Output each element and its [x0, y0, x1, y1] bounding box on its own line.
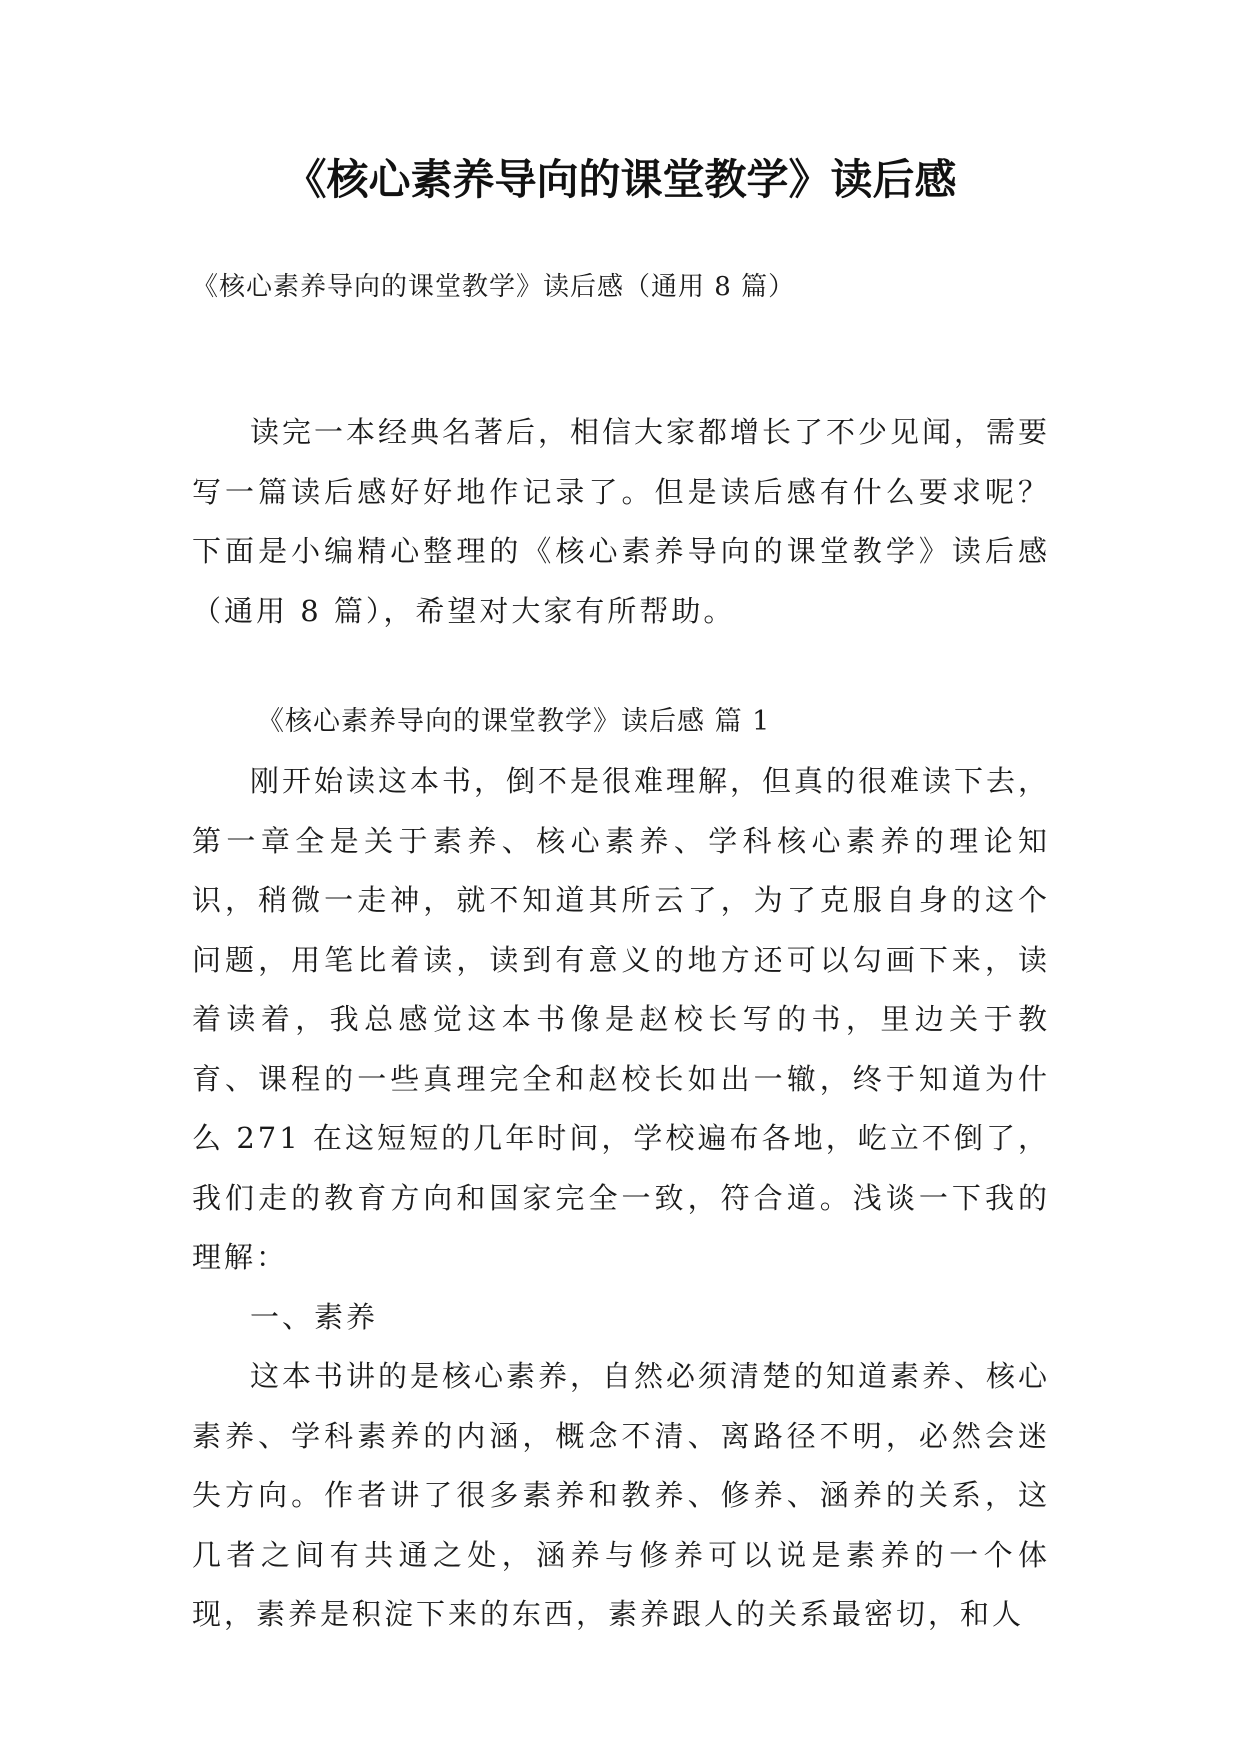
body-paragraph: 这本书讲的是核心素养，自然必须清楚的知道素养、核心素养、学科素养的内涵，概念不清、离路径不明，必然会迷失方向。作者讲了很多素养和教养、修养、涵养的关系，这几者之间有共通之处，涵养与修养可以说是素养的一个体现，素养是积淀下来的东西，素养跟人的关系最密切，和人	[192, 1359, 1051, 1631]
document-subtitle: 《核心素养导向的课堂教学》读后感（通用 8 篇）	[192, 272, 796, 302]
document-title: 《核心素养导向的课堂教学》读后感	[284, 155, 957, 204]
section-heading: 《核心素养导向的课堂教学》读后感 篇 1	[257, 706, 771, 737]
section-body	[192, 752, 1050, 1645]
body-paragraph: 刚开始读这本书，倒不是很难理解，但真的很难读下去，第一章全是关于素养、核心素养、学科核心素养的理论知识，稍微一走神，就不知道其所云了，为了克服自身的这个问题，用笔比着读，读到有意义的地方还可以勾画下来，读着读着，我总感觉这本书像是赵校长写的书，里边关于教育、课程的一些真理完全和赵校长如出一辙，终于知道为什么 271 在这短短的几年时间，学校遍布各地，屹立不倒了，我们走的教育方向和国家完全一致，符合道。浅谈一下我的理解：	[192, 764, 1051, 1274]
intro-block	[192, 403, 1050, 641]
subsection-heading: 一、素养	[250, 1299, 379, 1334]
intro-paragraph: 读完一本经典名著后，相信大家都增长了不少见闻，需要写一篇读后感好好地作记录了。但是读后感有什么要求呢？下面是小编精心整理的《核心素养导向的课堂教学》读后感（通用 8 篇），希望对大家有所帮助。	[192, 415, 1051, 628]
